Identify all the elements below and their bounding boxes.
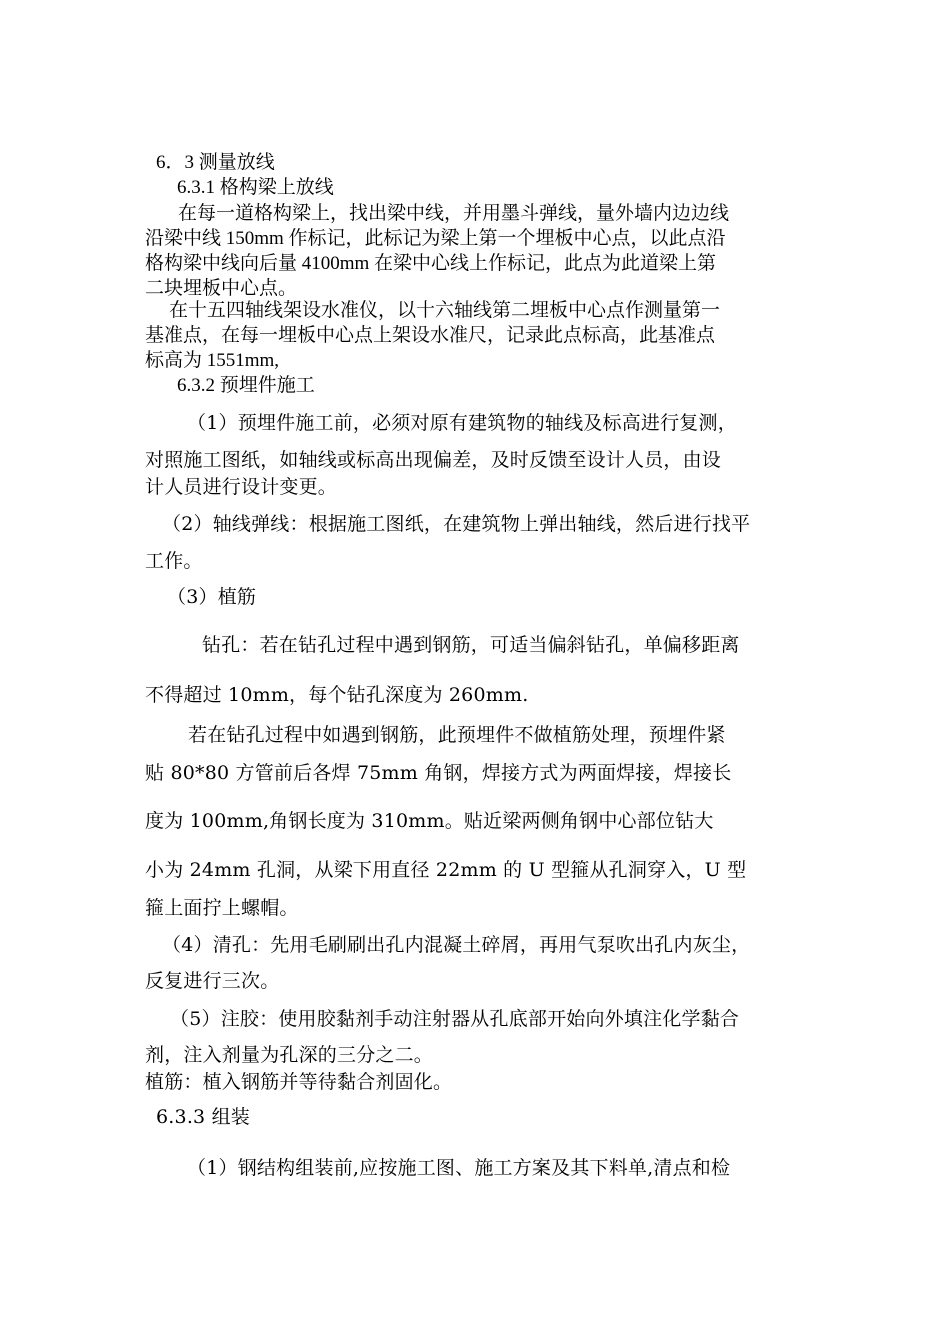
body-line: （4）清孔：先用毛刷刷出孔内混凝土碎屑，再用气泵吹出孔内灰尘， [162, 934, 751, 956]
body-line: 工作。 [145, 550, 203, 572]
body-line: 对照施工图纸，如轴线或标高出现偏差，及时反馈至设计人员，由设 [145, 449, 722, 471]
body-line: 剂，注入剂量为孔深的三分之二。 [145, 1044, 434, 1066]
body-line: 沿梁中线 150mm 作标记，此标记为梁上第一个埋板中心点，以此点沿 [145, 228, 726, 249]
body-line: 二块埋板中心点。 [145, 278, 298, 299]
subsection-heading-6-3-2: 6.3.2 预埋件施工 [177, 375, 315, 396]
body-line: 钻孔：若在钻孔过程中遇到钢筋，可适当偏斜钻孔，单偏移距离 [202, 634, 740, 656]
body-line: 标高为 1551mm, [145, 350, 280, 371]
body-line: 植筋：植入钢筋并等待黏合剂固化。 [145, 1071, 453, 1093]
list-item-heading: （3）植筋 [167, 586, 257, 608]
body-line: 基准点，在每一埋板中心点上架设水准尺，记录此点标高，此基准点 [145, 325, 716, 346]
body-line: 格构梁中线向后量 4100mm 在梁中心线上作标记，此点为此道梁上第 [145, 253, 717, 274]
body-line: 若在钻孔过程中如遇到钢筋，此预埋件不做植筋处理，预埋件紧 [188, 724, 726, 746]
body-line: 计人员进行设计变更。 [145, 476, 338, 498]
body-line: 箍上面拧上螺帽。 [145, 897, 299, 919]
body-line: 在十五四轴线架设水准仪，以十六轴线第二埋板中心点作测量第一 [169, 300, 721, 321]
body-line: 反复进行三次。 [145, 970, 280, 992]
body-line: 不得超过 10mm，每个钻孔深度为 260mm. [145, 684, 529, 706]
subsection-heading-6-3-3: 6.3.3 组装 [156, 1106, 250, 1128]
subsection-heading-6-3-1: 6.3.1 格构梁上放线 [177, 177, 334, 198]
body-line: （1）钢结构组装前,应按施工图、施工方案及其下料单,清点和检 [187, 1157, 731, 1179]
body-line: （1）预埋件施工前，必须对原有建筑物的轴线及标高进行复测， [187, 412, 737, 434]
body-line: （2）轴线弹线：根据施工图纸，在建筑物上弹出轴线，然后进行找平 [162, 513, 751, 535]
body-line: 在每一道格构梁上，找出梁中线，并用墨斗弹线，量外墙内边边线 [178, 203, 730, 224]
body-line: 小为 24mm 孔洞，从梁下用直径 22mm 的 U 型箍从孔洞穿入，U 型 [145, 859, 747, 881]
body-line: 度为 100mm,角钢长度为 310mm。贴近梁两侧角钢中心部位钻大 [145, 810, 714, 832]
body-line: 贴 80*80 方管前后各焊 75mm 角钢，焊接方式为两面焊接，焊接长 [145, 762, 732, 784]
body-line: （5）注胶：使用胶黏剂手动注射器从孔底部开始向外填注化学黏合 [170, 1008, 740, 1030]
section-heading-6-3: 6．3 测量放线 [156, 152, 275, 173]
